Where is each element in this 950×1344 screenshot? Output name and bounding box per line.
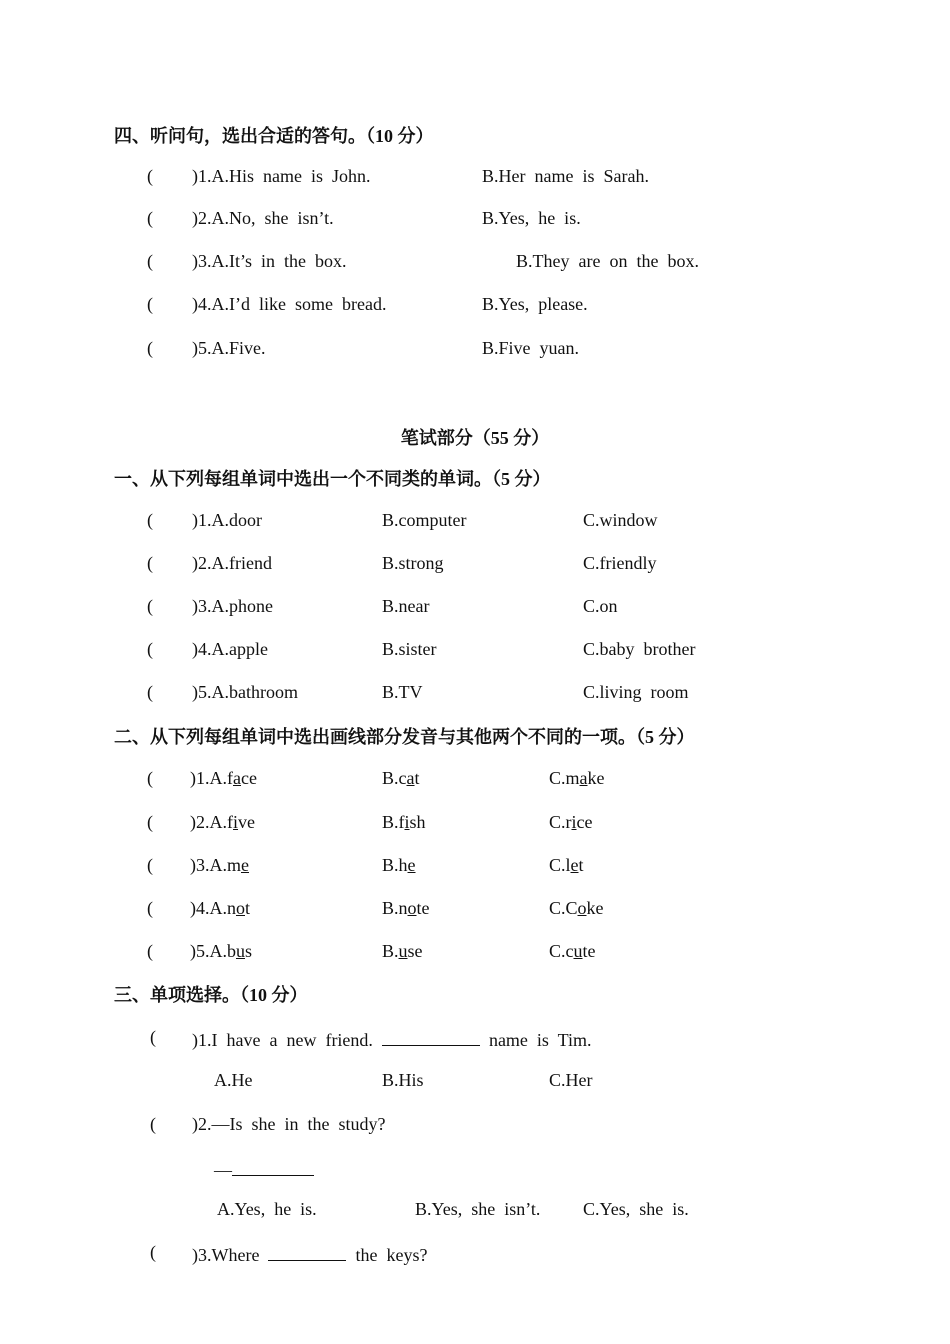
option-b: B.cat: [382, 768, 420, 788]
option-c: C.Her: [549, 1070, 593, 1090]
option-a: )4.A.apple: [192, 639, 268, 659]
option-a: )5.A.Five.: [192, 338, 266, 358]
section4-item-1: [0, 166, 950, 192]
option-c: C.let: [549, 855, 584, 875]
option-c: C.cute: [549, 941, 596, 961]
answer-dash: —: [214, 1157, 314, 1181]
option-c: C.on: [583, 596, 618, 616]
option-a: )1.A.door: [192, 510, 262, 530]
answer-paren[interactable]: (: [147, 812, 153, 832]
option-a: )3.A.phone: [192, 596, 273, 616]
answer-paren[interactable]: (: [147, 294, 153, 314]
answer-paren[interactable]: (: [147, 510, 153, 530]
section2-item-2: [0, 812, 950, 838]
fill-blank[interactable]: [232, 1157, 314, 1176]
option-a: )2.A.five: [190, 812, 256, 832]
section3-question-3: [0, 1242, 950, 1268]
option-b: B.Yes, she isn’t.: [415, 1199, 541, 1219]
answer-paren[interactable]: (: [147, 596, 153, 616]
question-text: )3.Where the keys?: [192, 1242, 427, 1266]
section3-options-2: [0, 1199, 950, 1225]
option-b: B.Five yuan.: [482, 338, 579, 358]
answer-paren[interactable]: (: [147, 553, 153, 573]
option-a: )2.A.friend: [192, 553, 272, 573]
option-c: C.baby brother: [583, 639, 696, 659]
option-b: B.Her name is Sarah.: [482, 166, 649, 186]
answer-paren[interactable]: (: [147, 855, 153, 875]
option-a: )3.A.me: [190, 855, 249, 875]
option-a: )5.A.bathroom: [192, 682, 298, 702]
option-a: )2.A.No, she isn’t.: [192, 208, 334, 228]
answer-paren[interactable]: (: [147, 251, 153, 271]
option-b: B.use: [382, 941, 423, 961]
option-a: )1.A.His name is John.: [192, 166, 371, 186]
option-a: )3.A.It’s in the box.: [192, 251, 347, 271]
answer-paren[interactable]: (: [147, 166, 153, 186]
option-c: C.make: [549, 768, 605, 788]
answer-paren[interactable]: (: [150, 1114, 156, 1134]
answer-paren[interactable]: (: [147, 338, 153, 358]
option-b: B.near: [382, 596, 430, 616]
section1-item-1: [0, 510, 950, 536]
option-a: A.Yes, he is.: [217, 1199, 317, 1219]
section1-item-5: [0, 682, 950, 708]
option-a: A.He: [214, 1070, 253, 1090]
option-c: C.rice: [549, 812, 593, 832]
section2-title: 二、从下列每组单词中选出画线部分发音与其他两个不同的一项。（5 分）: [114, 727, 695, 747]
option-b: B.His: [382, 1070, 424, 1090]
option-b: B.strong: [382, 553, 444, 573]
option-a: )4.A.I’d like some bread.: [192, 294, 387, 314]
section4-item-4: [0, 294, 950, 320]
option-b: B.note: [382, 898, 430, 918]
question-text: )2.—Is she in the study?: [192, 1114, 386, 1134]
answer-paren[interactable]: (: [147, 208, 153, 228]
option-c: C.living room: [583, 682, 689, 702]
option-c: C.friendly: [583, 553, 657, 573]
option-a: )4.A.not: [190, 898, 251, 918]
answer-paren[interactable]: (: [147, 682, 153, 702]
section3-answer-line-2: [0, 1157, 950, 1183]
written-part-title: 笔试部分（55 分）: [400, 428, 550, 448]
option-b: B.he: [382, 855, 416, 875]
answer-paren[interactable]: (: [150, 1027, 156, 1047]
section2-item-1: [0, 768, 950, 794]
option-c: C.Yes, she is.: [583, 1199, 689, 1219]
section1-item-2: [0, 553, 950, 579]
option-b: B.They are on the box.: [516, 251, 699, 271]
section4-item-2: [0, 208, 950, 234]
option-b: B.computer: [382, 510, 467, 530]
option-c: C.window: [583, 510, 658, 530]
section2-item-3: [0, 855, 950, 881]
option-b: B.TV: [382, 682, 423, 702]
answer-paren[interactable]: (: [147, 898, 153, 918]
question-text: )1.I have a new friend. name is Tim.: [192, 1027, 591, 1051]
answer-paren[interactable]: (: [147, 639, 153, 659]
section1-title: 一、从下列每组单词中选出一个不同类的单词。（5 分）: [114, 469, 551, 489]
answer-paren[interactable]: (: [147, 768, 153, 788]
section2-item-5: [0, 941, 950, 967]
section4-title: 四、听问句，选出合适的答句。（10 分）: [114, 126, 434, 146]
answer-paren[interactable]: (: [147, 941, 153, 961]
option-b: B.fish: [382, 812, 426, 832]
option-c: C.Coke: [549, 898, 604, 918]
section1-item-4: [0, 639, 950, 665]
option-a: )5.A.bus: [190, 941, 253, 961]
section3-question-1: [0, 1027, 950, 1053]
answer-paren[interactable]: (: [150, 1242, 156, 1262]
section4-item-3: [0, 251, 950, 277]
section1-item-3: [0, 596, 950, 622]
section3-title: 三、单项选择。（10 分）: [114, 985, 308, 1005]
option-b: B.Yes, he is.: [482, 208, 581, 228]
option-a: )1.A.face: [190, 768, 257, 788]
section4-item-5: [0, 338, 950, 364]
fill-blank[interactable]: [268, 1242, 346, 1261]
section3-options-1: [0, 1070, 950, 1096]
section3-question-2: [0, 1114, 950, 1140]
option-b: B.Yes, please.: [482, 294, 588, 314]
fill-blank[interactable]: [382, 1027, 480, 1046]
section2-item-4: [0, 898, 950, 924]
option-b: B.sister: [382, 639, 437, 659]
